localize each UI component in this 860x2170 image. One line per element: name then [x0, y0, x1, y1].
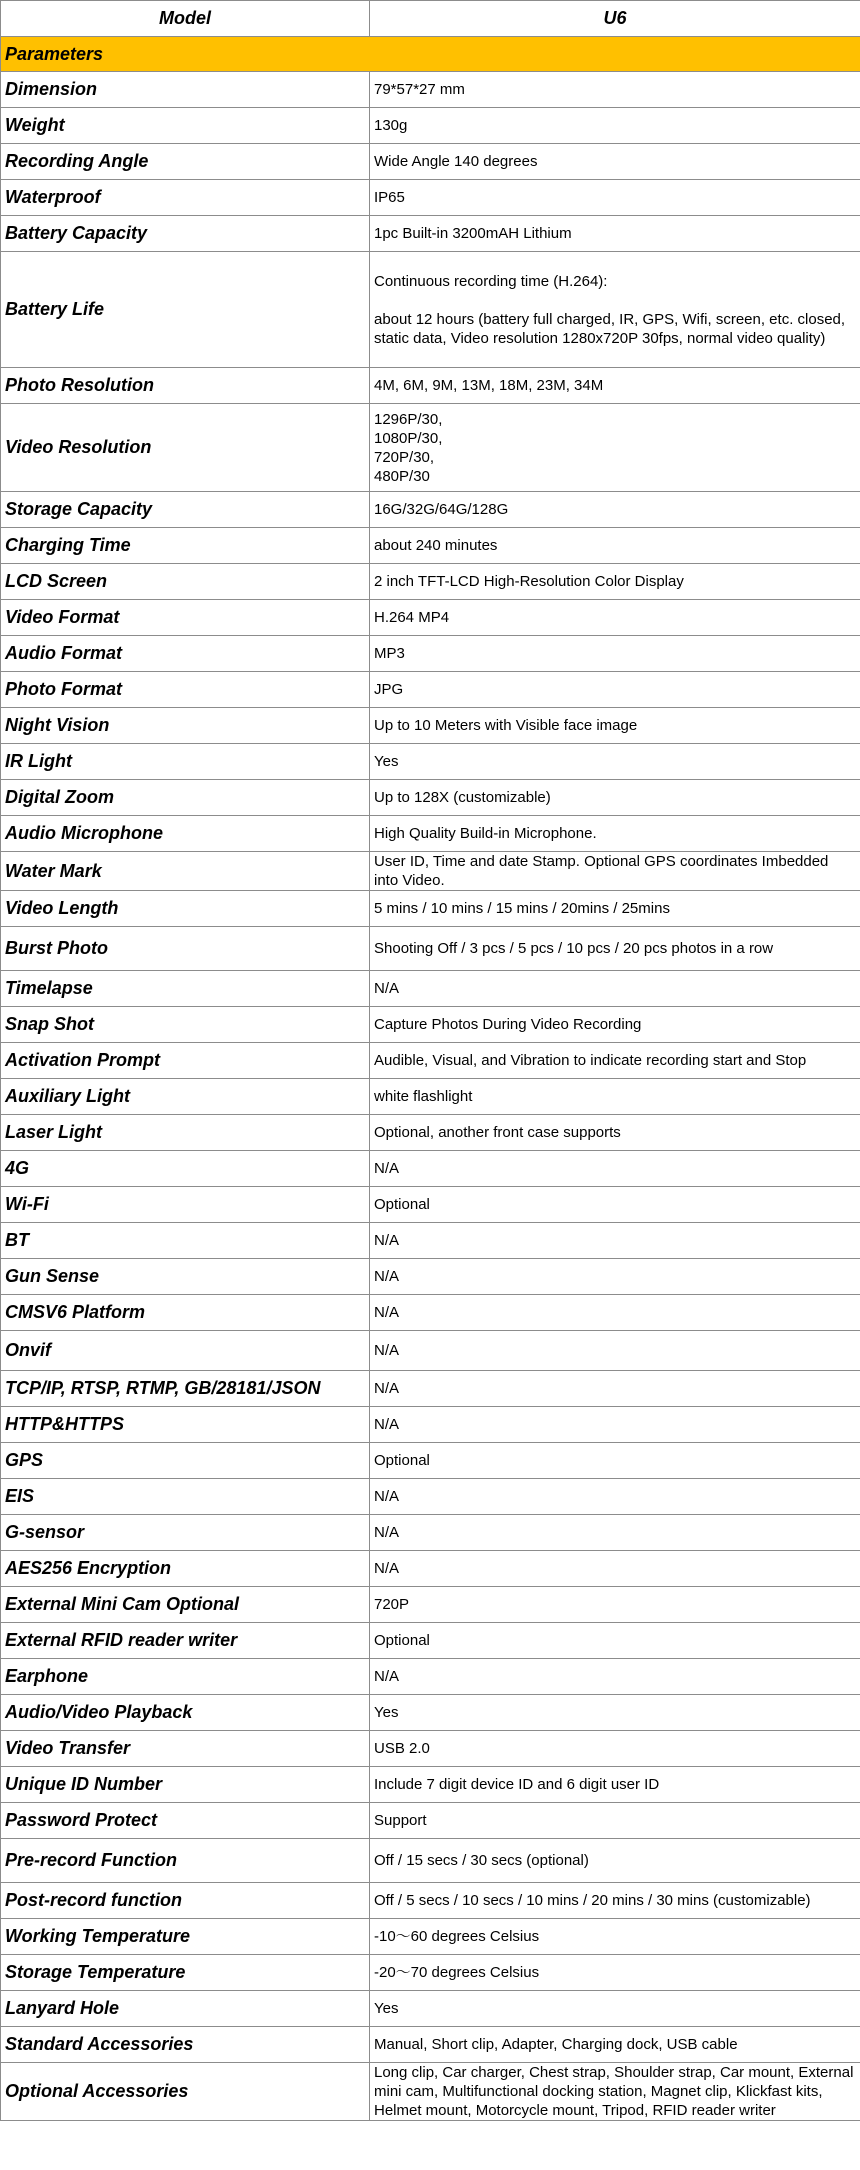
spec-value-line: 720P/30,	[374, 448, 435, 466]
spec-value-line: 720P	[374, 1596, 410, 1613]
spec-row	[1, 1803, 860, 1839]
spec-row	[1, 1079, 860, 1115]
spec-value-line: about 240 minutes	[374, 537, 498, 554]
spec-row	[1, 1223, 860, 1259]
spec-label: Gun Sense	[1, 1259, 370, 1295]
spec-label: CMSV6 Platform	[1, 1295, 370, 1331]
spec-row	[1, 1043, 860, 1079]
spec-value	[370, 144, 860, 180]
spec-row	[1, 971, 860, 1007]
spec-label: Night Vision	[1, 708, 370, 744]
spec-value	[370, 1371, 860, 1407]
spec-value	[370, 1551, 860, 1587]
spec-value-line: N/A	[374, 1160, 400, 1177]
spec-label: Laser Light	[1, 1115, 370, 1151]
spec-label: TCP/IP, RTSP, RTMP, GB/28181/JSON	[1, 1371, 370, 1407]
spec-row	[1, 672, 860, 708]
spec-row	[1, 1259, 860, 1295]
spec-label: EIS	[1, 1479, 370, 1515]
spec-value	[370, 1587, 860, 1623]
spec-label: Wi-Fi	[1, 1187, 370, 1223]
spec-value-line: 480P/30	[374, 467, 430, 485]
spec-value-line: Capture Photos During Video Recording	[374, 1016, 642, 1033]
spec-label: External RFID reader writer	[1, 1623, 370, 1659]
spec-label: Photo Resolution	[1, 368, 370, 404]
spec-value-line: High Quality Build-in Microphone.	[374, 825, 597, 842]
spec-row	[1, 1115, 860, 1151]
spec-row	[1, 816, 860, 852]
spec-row	[1, 1331, 860, 1371]
spec-label: Battery Capacity	[1, 216, 370, 252]
spec-value	[370, 2063, 860, 2121]
spec-value-line: IP65	[374, 189, 405, 206]
spec-value-line: N/A	[374, 1416, 400, 1433]
spec-label: Water Mark	[1, 852, 370, 891]
spec-row	[1, 1695, 860, 1731]
spec-value	[370, 780, 860, 816]
spec-value	[370, 1223, 860, 1259]
spec-row	[1, 368, 860, 404]
spec-value	[370, 891, 860, 927]
spec-row	[1, 564, 860, 600]
spec-row	[1, 108, 860, 144]
spec-label: Post-record function	[1, 1883, 370, 1919]
spec-value-line: 1296P/30,	[374, 410, 443, 428]
spec-row	[1, 1371, 860, 1407]
spec-row	[1, 600, 860, 636]
spec-row	[1, 1515, 860, 1551]
spec-label: IR Light	[1, 744, 370, 780]
spec-value	[370, 852, 860, 891]
spec-label: Recording Angle	[1, 144, 370, 180]
spec-label: HTTP&HTTPS	[1, 1407, 370, 1443]
spec-label: Earphone	[1, 1659, 370, 1695]
spec-label: Onvif	[1, 1331, 370, 1371]
spec-label: Storage Capacity	[1, 492, 370, 528]
spec-value	[370, 72, 860, 108]
spec-value	[370, 1007, 860, 1043]
spec-value-line: Include 7 digit device ID and 6 digit user ID	[374, 1776, 660, 1793]
spec-value-line: H.264 MP4	[374, 609, 450, 626]
spec-value	[370, 564, 860, 600]
spec-row	[1, 852, 860, 891]
spec-value-line: 2 inch TFT-LCD High-Resolution Color Display	[374, 573, 684, 590]
spec-row	[1, 2027, 860, 2063]
spec-row	[1, 1991, 860, 2027]
spec-value-line: N/A	[374, 1524, 400, 1541]
spec-row	[1, 1407, 860, 1443]
spec-row	[1, 1839, 860, 1883]
spec-value-line: white flashlight	[374, 1088, 473, 1105]
spec-label: Audio Format	[1, 636, 370, 672]
spec-value	[370, 180, 860, 216]
spec-label: GPS	[1, 1443, 370, 1479]
spec-row	[1, 252, 860, 368]
spec-value-line: Support	[374, 1812, 427, 1829]
spec-label: Battery Life	[1, 252, 370, 368]
spec-value-line: Optional	[374, 1452, 430, 1469]
spec-value	[370, 1115, 860, 1151]
spec-value	[370, 404, 860, 492]
spec-value	[370, 1043, 860, 1079]
spec-value-gap	[374, 291, 856, 310]
spec-label: Weight	[1, 108, 370, 144]
spec-row	[1, 1955, 860, 1991]
spec-value-line: Optional	[374, 1632, 430, 1649]
spec-label: Waterproof	[1, 180, 370, 216]
spec-value	[370, 108, 860, 144]
spec-label: Dimension	[1, 72, 370, 108]
spec-value-line: Optional, another front case supports	[374, 1124, 621, 1141]
spec-row	[1, 927, 860, 971]
spec-row	[1, 144, 860, 180]
spec-value	[370, 216, 860, 252]
spec-label: Optional Accessories	[1, 2063, 370, 2121]
header-model: Model	[1, 1, 370, 37]
spec-label: Standard Accessories	[1, 2027, 370, 2063]
spec-label: Audio/Video Playback	[1, 1695, 370, 1731]
spec-label: Storage Temperature	[1, 1955, 370, 1991]
spec-value	[370, 1331, 860, 1371]
spec-row	[1, 2063, 860, 2121]
spec-value-line: N/A	[374, 1232, 400, 1249]
spec-value	[370, 1803, 860, 1839]
section-title: Parameters	[1, 37, 860, 72]
spec-label: Video Length	[1, 891, 370, 927]
spec-label: 4G	[1, 1151, 370, 1187]
spec-row	[1, 1187, 860, 1223]
spec-value-line: 4M, 6M, 9M, 13M, 18M, 23M, 34M	[374, 377, 604, 394]
spec-row	[1, 1151, 860, 1187]
spec-value-line: Long clip, Car charger, Chest strap, Shoulder strap, Car mount, External mini cam, Multifunctional docking station, Magnet clip, Klickfast kits, Helmet mount, Motorcycle mount, Tripod, RFID reader writer	[374, 2064, 854, 2119]
spec-value	[370, 636, 860, 672]
spec-row	[1, 1623, 860, 1659]
spec-label: Video Resolution	[1, 404, 370, 492]
spec-body	[1, 37, 860, 2121]
spec-value	[370, 600, 860, 636]
spec-row	[1, 1587, 860, 1623]
spec-value-line: 130g	[374, 117, 408, 134]
spec-value	[370, 1515, 860, 1551]
spec-value	[370, 2027, 860, 2063]
spec-label: Password Protect	[1, 1803, 370, 1839]
spec-value	[370, 1839, 860, 1883]
header-model-name: U6	[370, 1, 860, 37]
spec-value-line: Off / 15 secs / 30 secs (optional)	[374, 1852, 589, 1869]
spec-value-line: -10～60 degrees Celsius	[374, 1928, 540, 1945]
spec-value-line: Up to 10 Meters with Visible face image	[374, 717, 638, 734]
spec-row	[1, 492, 860, 528]
spec-value-line: 1pc Built-in 3200mAH Lithium	[374, 225, 572, 242]
spec-value	[370, 1623, 860, 1659]
spec-value-line: Off / 5 secs / 10 secs / 10 mins / 20 mins / 30 mins (customizable)	[374, 1892, 811, 1909]
spec-value-line: Optional	[374, 1196, 430, 1213]
spec-value-line: N/A	[374, 1488, 400, 1505]
spec-value-line: Manual, Short clip, Adapter, Charging dock, USB cable	[374, 2036, 738, 2053]
spec-row	[1, 1731, 860, 1767]
spec-value	[370, 492, 860, 528]
spec-row	[1, 72, 860, 108]
spec-label: Audio Microphone	[1, 816, 370, 852]
spec-row	[1, 1443, 860, 1479]
header-row	[1, 1, 860, 37]
spec-value	[370, 971, 860, 1007]
spec-value-line: Audible, Visual, and Vibration to indicate recording start and Stop	[374, 1052, 807, 1069]
spec-value	[370, 1295, 860, 1331]
spec-label: Auxiliary Light	[1, 1079, 370, 1115]
spec-label: Unique ID Number	[1, 1767, 370, 1803]
spec-value-line: Yes	[374, 1704, 399, 1721]
spec-label: Digital Zoom	[1, 780, 370, 816]
spec-row	[1, 1767, 860, 1803]
spec-row	[1, 528, 860, 564]
spec-label: Video Transfer	[1, 1731, 370, 1767]
spec-value-line: 1080P/30,	[374, 429, 443, 447]
spec-value-line: about 12 hours (battery full charged, IR, GPS, Wifi, screen, etc. closed, static data, Video resolution 1280x720P 30fps, normal video quality)	[374, 310, 846, 347]
spec-value	[370, 1479, 860, 1515]
spec-row	[1, 1659, 860, 1695]
spec-value-line: User ID, Time and date Stamp. Optional GPS coordinates Imbedded into Video.	[374, 853, 829, 889]
spec-label: BT	[1, 1223, 370, 1259]
spec-value	[370, 1991, 860, 2027]
spec-value-line: -20～70 degrees Celsius	[374, 1964, 540, 1981]
spec-value-line: Shooting Off / 3 pcs / 5 pcs / 10 pcs / 20 pcs photos in a row	[374, 940, 774, 957]
spec-value	[370, 1731, 860, 1767]
spec-row	[1, 1479, 860, 1515]
spec-value	[370, 672, 860, 708]
spec-value	[370, 252, 860, 368]
spec-label: G-sensor	[1, 1515, 370, 1551]
spec-label: LCD Screen	[1, 564, 370, 600]
spec-value-line: MP3	[374, 645, 405, 662]
spec-row	[1, 216, 860, 252]
spec-value	[370, 1151, 860, 1187]
spec-row	[1, 780, 860, 816]
section-row	[1, 37, 860, 72]
spec-value	[370, 1443, 860, 1479]
spec-row	[1, 1919, 860, 1955]
spec-value	[370, 1079, 860, 1115]
spec-label: Pre-record Function	[1, 1839, 370, 1883]
spec-value-line: Yes	[374, 2000, 399, 2017]
spec-label: Lanyard Hole	[1, 1991, 370, 2027]
spec-value-line: N/A	[374, 1304, 400, 1321]
spec-value-line: Yes	[374, 753, 399, 770]
spec-row	[1, 180, 860, 216]
spec-value-line: 16G/32G/64G/128G	[374, 501, 509, 518]
spec-value-line: N/A	[374, 980, 400, 997]
spec-row	[1, 744, 860, 780]
spec-value-line: JPG	[374, 681, 404, 698]
spec-row	[1, 636, 860, 672]
spec-value	[370, 1955, 860, 1991]
spec-label: Photo Format	[1, 672, 370, 708]
spec-row	[1, 891, 860, 927]
spec-value-line: N/A	[374, 1668, 400, 1685]
spec-row	[1, 1295, 860, 1331]
spec-value	[370, 528, 860, 564]
spec-label: External Mini Cam Optional	[1, 1587, 370, 1623]
spec-value	[370, 708, 860, 744]
spec-value-line: 79*57*27 mm	[374, 81, 465, 98]
spec-row	[1, 1551, 860, 1587]
spec-label: Working Temperature	[1, 1919, 370, 1955]
spec-label: Snap Shot	[1, 1007, 370, 1043]
spec-row	[1, 708, 860, 744]
spec-value-line: 5 mins / 10 mins / 15 mins / 20mins / 25mins	[374, 900, 670, 917]
spec-label: Burst Photo	[1, 927, 370, 971]
spec-row	[1, 1883, 860, 1919]
spec-value-line: N/A	[374, 1560, 400, 1577]
spec-label: Video Format	[1, 600, 370, 636]
spec-row	[1, 404, 860, 492]
spec-value-line: Wide Angle 140 degrees	[374, 153, 538, 170]
spec-value	[370, 368, 860, 404]
spec-value-line: N/A	[374, 1342, 400, 1359]
spec-value	[370, 1767, 860, 1803]
spec-value-line: USB 2.0	[374, 1740, 430, 1757]
spec-label: Timelapse	[1, 971, 370, 1007]
spec-value	[370, 1407, 860, 1443]
spec-value	[370, 1883, 860, 1919]
spec-value	[370, 1695, 860, 1731]
spec-value-line: Continuous recording time (H.264):	[374, 272, 608, 290]
spec-value	[370, 1659, 860, 1695]
spec-value-line: Up to 128X (customizable)	[374, 789, 551, 806]
spec-value	[370, 744, 860, 780]
spec-value-line: N/A	[374, 1380, 400, 1397]
spec-label: Charging Time	[1, 528, 370, 564]
spec-label: AES256 Encryption	[1, 1551, 370, 1587]
spec-value-line: N/A	[374, 1268, 400, 1285]
spec-label: Activation Prompt	[1, 1043, 370, 1079]
spec-row	[1, 1007, 860, 1043]
spec-value	[370, 927, 860, 971]
spec-value	[370, 1187, 860, 1223]
spec-value	[370, 1259, 860, 1295]
spec-value	[370, 1919, 860, 1955]
spec-value	[370, 816, 860, 852]
